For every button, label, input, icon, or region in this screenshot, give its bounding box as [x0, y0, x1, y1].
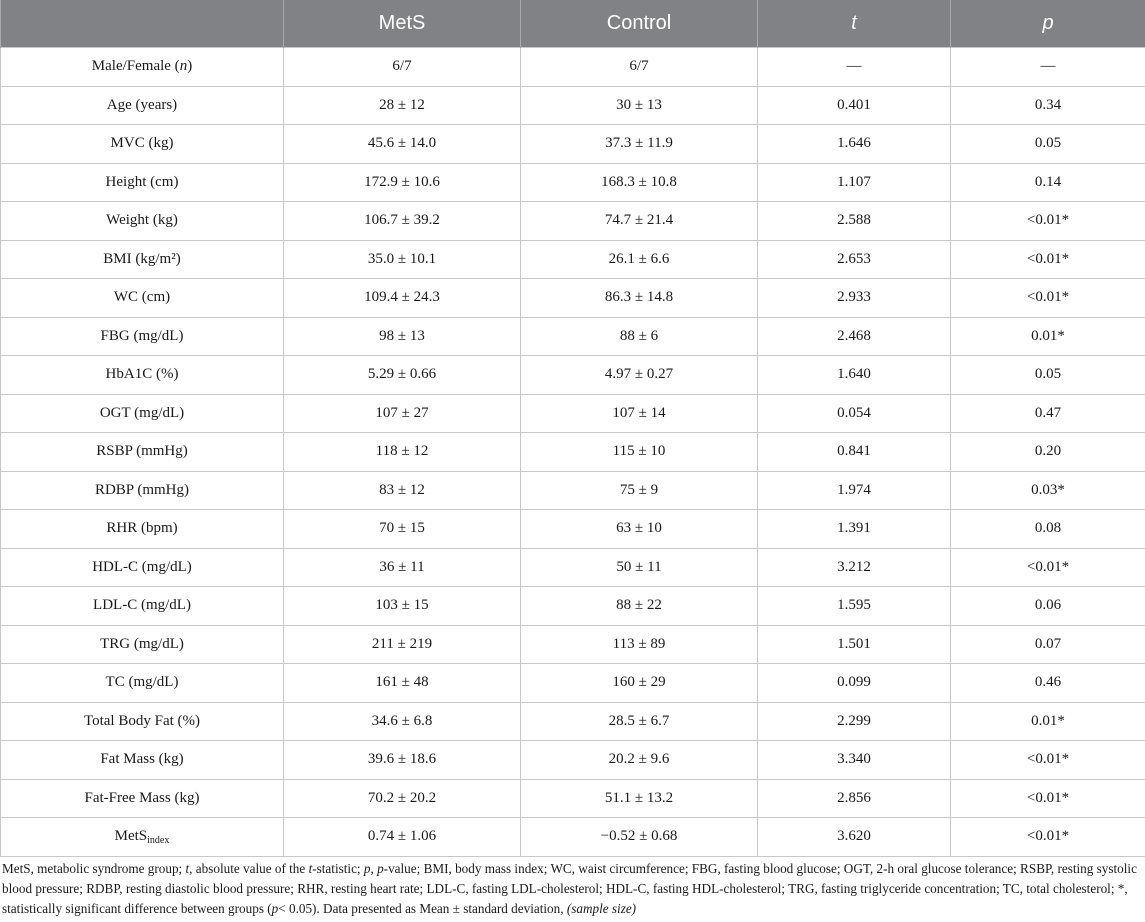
- table-row: [1, 625, 1145, 664]
- cell-mets: 118 ± 12: [284, 433, 521, 472]
- row-label: TC (mg/dL): [1, 664, 284, 703]
- cell-mets: 109.4 ± 24.3: [284, 279, 521, 318]
- cell-t: 0.401: [758, 86, 951, 125]
- cell-control: −0.52 ± 0.68: [521, 818, 758, 857]
- cell-t: 2.588: [758, 202, 951, 241]
- table-row: [1, 356, 1145, 395]
- cell-control: 63 ± 10: [521, 510, 758, 549]
- cell-p: <0.01*: [951, 779, 1145, 818]
- cell-mets: 36 ± 11: [284, 548, 521, 587]
- cell-p: —: [951, 48, 1145, 87]
- cell-p: 0.05: [951, 125, 1145, 164]
- cell-control: 30 ± 13: [521, 86, 758, 125]
- cell-mets: 35.0 ± 10.1: [284, 240, 521, 279]
- row-label: Total Body Fat (%): [1, 702, 284, 741]
- row-label: Fat-Free Mass (kg): [1, 779, 284, 818]
- cell-p: 0.01*: [951, 317, 1145, 356]
- cell-control: 6/7: [521, 48, 758, 87]
- table-row: [1, 125, 1145, 164]
- cell-t: 1.501: [758, 625, 951, 664]
- cell-t: 2.933: [758, 279, 951, 318]
- cell-p: 0.47: [951, 394, 1145, 433]
- cell-p: <0.01*: [951, 240, 1145, 279]
- table-row: [1, 240, 1145, 279]
- table-row: [1, 741, 1145, 780]
- header-t: t: [758, 0, 951, 48]
- row-label: TRG (mg/dL): [1, 625, 284, 664]
- cell-mets: 70.2 ± 20.2: [284, 779, 521, 818]
- row-label: HbA1C (%): [1, 356, 284, 395]
- cell-mets: 107 ± 27: [284, 394, 521, 433]
- cell-mets: 45.6 ± 14.0: [284, 125, 521, 164]
- cell-control: 107 ± 14: [521, 394, 758, 433]
- cell-control: 50 ± 11: [521, 548, 758, 587]
- cell-p: 0.08: [951, 510, 1145, 549]
- cell-mets: 98 ± 13: [284, 317, 521, 356]
- cell-t: 0.841: [758, 433, 951, 472]
- cell-t: 1.107: [758, 163, 951, 202]
- cell-p: <0.01*: [951, 818, 1145, 857]
- cell-mets: 106.7 ± 39.2: [284, 202, 521, 241]
- row-label: Height (cm): [1, 163, 284, 202]
- table-row: [1, 86, 1145, 125]
- row-label: Weight (kg): [1, 202, 284, 241]
- cell-control: 28.5 ± 6.7: [521, 702, 758, 741]
- table-row: [1, 818, 1145, 857]
- table-row: [1, 48, 1145, 87]
- cell-control: 26.1 ± 6.6: [521, 240, 758, 279]
- table-row: [1, 664, 1145, 703]
- cell-p: <0.01*: [951, 741, 1145, 780]
- table-row: [1, 702, 1145, 741]
- row-label: RSBP (mmHg): [1, 433, 284, 472]
- cell-t: 1.391: [758, 510, 951, 549]
- cell-mets: 172.9 ± 10.6: [284, 163, 521, 202]
- table-row: [1, 587, 1145, 626]
- cell-control: 86.3 ± 14.8: [521, 279, 758, 318]
- cell-mets: 211 ± 219: [284, 625, 521, 664]
- cell-t: 1.646: [758, 125, 951, 164]
- cell-mets: 5.29 ± 0.66: [284, 356, 521, 395]
- row-label: MetS$_{index}$: [1, 818, 284, 857]
- cell-control: 160 ± 29: [521, 664, 758, 703]
- cell-p: 0.05: [951, 356, 1145, 395]
- cell-control: 74.7 ± 21.4: [521, 202, 758, 241]
- cell-mets: 161 ± 48: [284, 664, 521, 703]
- cell-p: <0.01*: [951, 202, 1145, 241]
- cell-p: 0.07: [951, 625, 1145, 664]
- row-label: WC (cm): [1, 279, 284, 318]
- row-label: Male/Female (n): [1, 48, 284, 87]
- table-row: [1, 779, 1145, 818]
- cell-t: 2.856: [758, 779, 951, 818]
- cell-control: 88 ± 22: [521, 587, 758, 626]
- cell-control: 20.2 ± 9.6: [521, 741, 758, 780]
- cell-mets: 83 ± 12: [284, 471, 521, 510]
- header-mets: MetS: [284, 0, 521, 48]
- row-label: RHR (bpm): [1, 510, 284, 549]
- cell-t: 2.653: [758, 240, 951, 279]
- row-label: BMI (kg/m²): [1, 240, 284, 279]
- cell-t: 2.299: [758, 702, 951, 741]
- row-label: HDL-C (mg/dL): [1, 548, 284, 587]
- row-label: Age (years): [1, 86, 284, 125]
- cell-t: —: [758, 48, 951, 87]
- cell-mets: 28 ± 12: [284, 86, 521, 125]
- row-label: OGT (mg/dL): [1, 394, 284, 433]
- cell-t: 1.595: [758, 587, 951, 626]
- cell-mets: 70 ± 15: [284, 510, 521, 549]
- table-row: [1, 510, 1145, 549]
- table-header: [1, 0, 1145, 48]
- cell-p: 0.20: [951, 433, 1145, 472]
- cell-t: 3.340: [758, 741, 951, 780]
- cell-control: 168.3 ± 10.8: [521, 163, 758, 202]
- table-footnote: MetS, metabolic syndrome group; t, absolute value of the t-statistic; p, p-value; BMI, body mass index; WC, waist circumference; FBG, fasting blood glucose; OGT, 2-h oral glucose tolerance; RSBP, resting systolic blood pressure; RDBP, resting diastolic blood pressure; RHR, resting heart rate; LDL-C, fasting LDL-cholesterol; HDL-C, fasting HDL-cholesterol; TRG, fasting triglyceride concentration; TC, total cholesterol; *, statistically significant difference between groups (p< 0.05). Data presented as Mean ± standard deviation, (sample size): [2, 860, 1137, 916]
- cell-t: 0.054: [758, 394, 951, 433]
- row-label: FBG (mg/dL): [1, 317, 284, 356]
- table-body: [1, 48, 1145, 857]
- cell-p: 0.03*: [951, 471, 1145, 510]
- table-row: [1, 163, 1145, 202]
- cell-control: 37.3 ± 11.9: [521, 125, 758, 164]
- cell-control: 115 ± 10: [521, 433, 758, 472]
- header-control: Control: [521, 0, 758, 48]
- cell-p: 0.14: [951, 163, 1145, 202]
- cell-t: 1.640: [758, 356, 951, 395]
- cell-p: 0.46: [951, 664, 1145, 703]
- header-p: p: [951, 0, 1145, 48]
- cell-t: 0.099: [758, 664, 951, 703]
- cell-mets: 39.6 ± 18.6: [284, 741, 521, 780]
- row-label: MVC (kg): [1, 125, 284, 164]
- table-row: [1, 394, 1145, 433]
- row-label: LDL-C (mg/dL): [1, 587, 284, 626]
- cell-mets: 34.6 ± 6.8: [284, 702, 521, 741]
- table-row: [1, 471, 1145, 510]
- cell-control: 75 ± 9: [521, 471, 758, 510]
- cell-p: 0.06: [951, 587, 1145, 626]
- row-label: RDBP (mmHg): [1, 471, 284, 510]
- cell-mets: 6/7: [284, 48, 521, 87]
- cell-control: 113 ± 89: [521, 625, 758, 664]
- cell-control: 88 ± 6: [521, 317, 758, 356]
- cell-control: 51.1 ± 13.2: [521, 779, 758, 818]
- row-label: Fat Mass (kg): [1, 741, 284, 780]
- header-variable: [1, 0, 284, 48]
- cell-t: 3.212: [758, 548, 951, 587]
- table-row: [1, 202, 1145, 241]
- cell-p: <0.01*: [951, 548, 1145, 587]
- table-row: [1, 433, 1145, 472]
- cell-t: 1.974: [758, 471, 951, 510]
- table-row: [1, 548, 1145, 587]
- cell-p: 0.34: [951, 86, 1145, 125]
- cell-control: 4.97 ± 0.27: [521, 356, 758, 395]
- cell-t: 2.468: [758, 317, 951, 356]
- cell-p: <0.01*: [951, 279, 1145, 318]
- table-row: [1, 279, 1145, 318]
- table-row: [1, 317, 1145, 356]
- cell-p: 0.01*: [951, 702, 1145, 741]
- cell-mets: 0.74 ± 1.06: [284, 818, 521, 857]
- cell-mets: 103 ± 15: [284, 587, 521, 626]
- cell-t: 3.620: [758, 818, 951, 857]
